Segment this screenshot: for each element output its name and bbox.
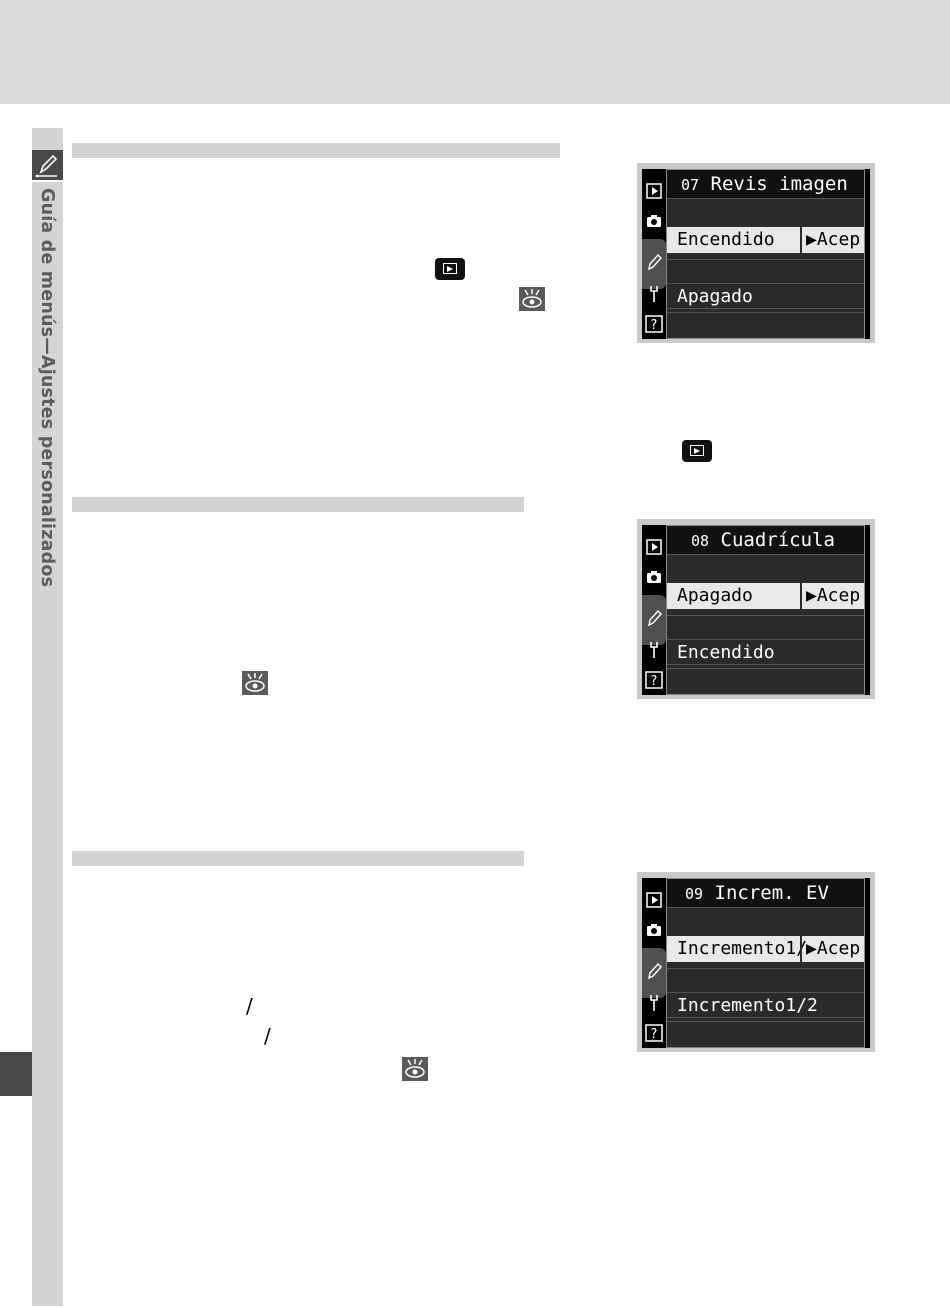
fraction-slash: / (264, 1024, 271, 1048)
option-item[interactable] (667, 283, 864, 309)
option-item[interactable] (667, 639, 864, 665)
playback-button-icon (682, 440, 712, 462)
menu-number: 08 (691, 532, 710, 550)
pencil-icon (645, 253, 663, 271)
divider (667, 907, 864, 908)
wrench-icon (645, 641, 663, 659)
ok-label: ▶Acep (800, 583, 864, 609)
camera-icon (645, 922, 663, 940)
option-label: Incremento1/ (677, 938, 808, 959)
option-highlighted[interactable] (667, 583, 864, 609)
divider (667, 968, 864, 969)
menu-panel (666, 169, 865, 339)
reference-eye-icon (402, 1057, 428, 1081)
camera-icon (645, 213, 663, 231)
ok-label: ▶Acep (800, 936, 864, 962)
menu-title (667, 170, 864, 198)
divider (667, 312, 864, 313)
option-label: Encendido (677, 229, 775, 250)
menu-title (667, 879, 864, 907)
menu-panel (666, 525, 865, 695)
help-icon (645, 1024, 663, 1042)
divider (667, 259, 864, 260)
help-icon (645, 671, 663, 689)
chapter-title: Guía de menús—Ajustes personalizados (37, 188, 57, 588)
ok-label: ▶Acep (800, 227, 864, 253)
menu-title-text: Increm. EV (714, 882, 829, 904)
divider (667, 1021, 864, 1022)
menu-panel (666, 878, 865, 1048)
camera-menu-screen-07 (637, 163, 875, 343)
section-header-bar-08 (72, 497, 524, 512)
section-header-bar-09 (72, 851, 524, 866)
play-icon (645, 183, 663, 201)
fraction-slash: / (246, 994, 253, 1018)
top-band (0, 0, 950, 104)
menu-number: 09 (685, 885, 704, 903)
option-highlighted[interactable] (667, 936, 864, 962)
divider (667, 615, 864, 616)
menu-title-text: Cuadrícula (720, 529, 835, 551)
option-label: Incremento1/2 (677, 995, 818, 1016)
menu-rail (642, 169, 666, 339)
camera-menu-screen-09 (637, 872, 875, 1052)
camera-menu-screen-08 (637, 519, 875, 699)
play-icon (645, 539, 663, 557)
menu-rail (642, 525, 666, 695)
option-label: Apagado (677, 585, 753, 606)
option-highlighted[interactable] (667, 227, 864, 253)
svg-text:?: ? (650, 674, 658, 689)
section-header-bar-07 (72, 143, 560, 158)
menu-number: 07 (681, 176, 700, 194)
wrench-icon (645, 285, 663, 303)
chapter-tab-marker (0, 1052, 32, 1096)
menu-title (667, 526, 864, 554)
help-icon (645, 315, 663, 333)
divider (667, 668, 864, 669)
svg-text:?: ? (650, 1027, 658, 1042)
reference-eye-icon (242, 671, 268, 695)
play-icon (645, 892, 663, 910)
pencil-icon (645, 962, 663, 980)
option-label: Encendido (677, 642, 775, 663)
divider (667, 554, 864, 555)
menu-title-text: Revis imagen (710, 173, 848, 195)
pencil-icon (32, 150, 63, 182)
playback-button-icon (435, 258, 465, 280)
svg-text:?: ? (650, 318, 658, 333)
reference-eye-icon (519, 287, 545, 311)
divider (667, 198, 864, 199)
camera-icon (645, 569, 663, 587)
menu-rail (642, 878, 666, 1048)
option-item[interactable] (667, 992, 864, 1018)
pencil-icon (645, 609, 663, 627)
wrench-icon (645, 994, 663, 1012)
option-label: Apagado (677, 286, 753, 307)
